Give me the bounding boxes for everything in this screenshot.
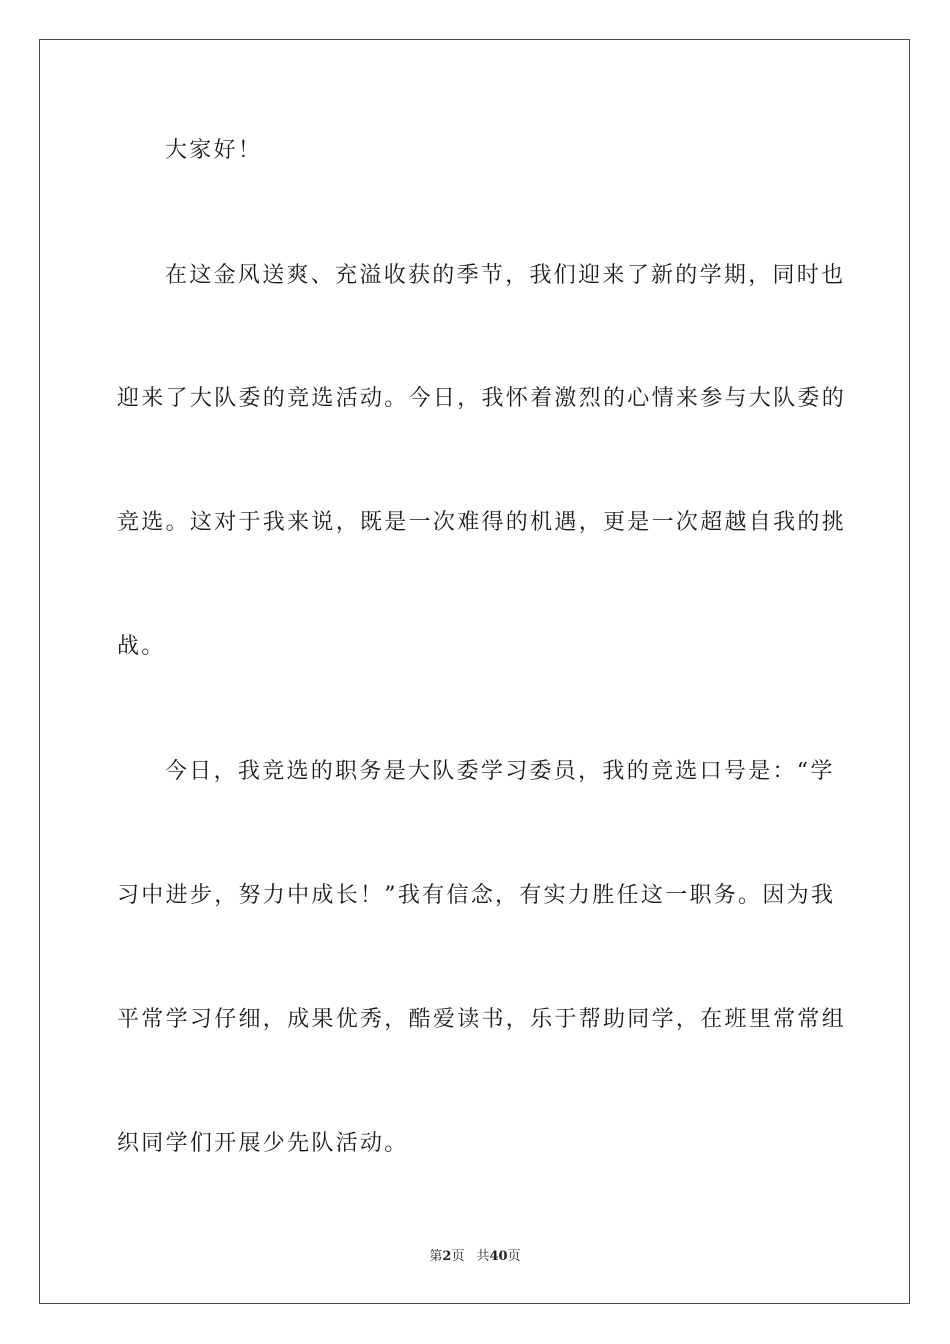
footer-page-suffix: 页 [451,1249,465,1264]
paragraph-1-line-4: 战。 [117,634,166,659]
paragraph-1-line-2: 迎来了大队委的竞选活动。今日，我怀着激烈的心情来参与大队委的 [117,386,847,411]
paragraph-2-line-1: 今日，我竞选的职务是大队委学习委员，我的竞选口号是：“学 [165,759,835,784]
footer-total-prefix: 共 [476,1249,490,1264]
paragraph-1-line-1: 在这金风送爽、充溢收获的季节，我们迎来了新的学期，同时也 [165,263,846,288]
page-border [39,39,910,1304]
footer-total-pages: 40 [489,1249,508,1264]
paragraph-1-line-3: 竞选。这对于我来说，既是一次难得的机遇，更是一次超越自我的挑 [117,510,847,535]
paragraph-2-line-3: 平常学习仔细，成果优秀，酷爱读书，乐于帮助同学，在班里常常组 [117,1007,847,1032]
paragraph-2-line-2: 习中进步，努力中成长！”我有信念，有实力胜任这一职务。因为我 [117,883,836,908]
paragraph-2-line-4: 织同学们开展少先队活动。 [117,1131,409,1156]
greeting-line: 大家好！ [165,138,263,163]
footer-total-suffix: 页 [507,1249,521,1264]
footer-page-prefix: 第 [429,1249,443,1264]
footer-page-number: 2 [442,1249,452,1264]
page-footer [0,1248,950,1266]
